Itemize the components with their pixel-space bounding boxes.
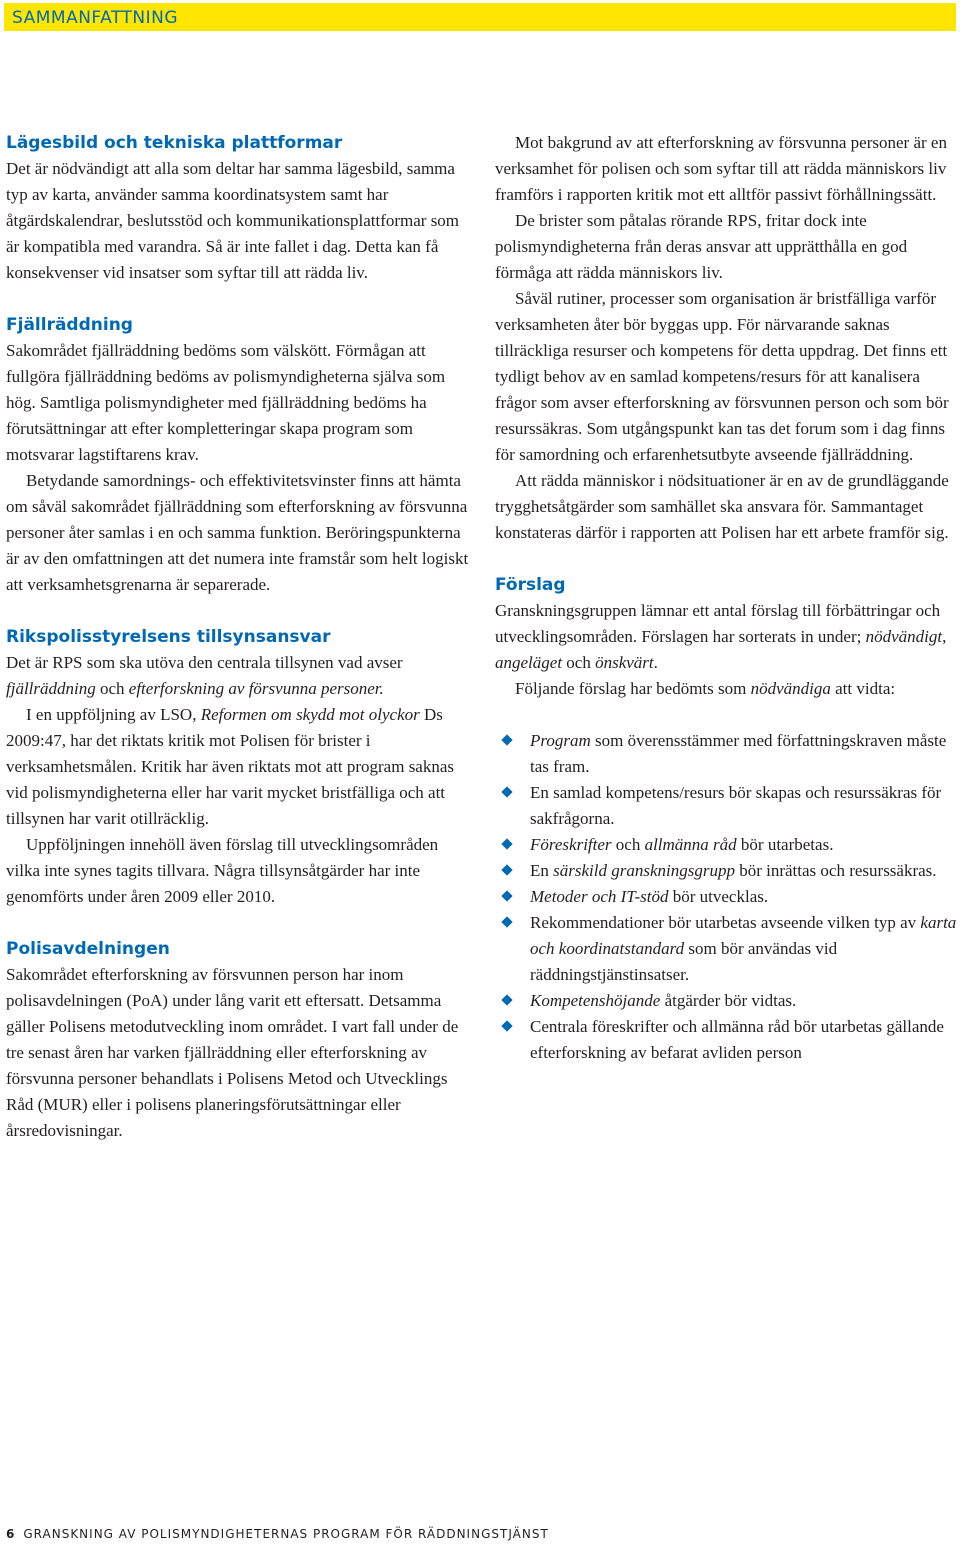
emphasis: karta och koordinatstandard: [530, 913, 957, 958]
emphasis: allmänna råd: [644, 835, 737, 854]
text-span: Det är RPS som ska utöva den centrala tillsynen vad avser: [6, 653, 403, 672]
emphasis: efterforskning av försvunna personer.: [128, 679, 384, 698]
emphasis: angeläget: [495, 653, 563, 672]
list-item: [495, 832, 957, 858]
text-span: bör utvecklas.: [668, 887, 769, 906]
diamond-bullet-icon: [501, 838, 512, 849]
diamond-bullet-icon: [501, 916, 512, 927]
text-span: En samlad kompetens/resurs bör skapas och resurssäkras för sakfrågorna.: [530, 783, 942, 828]
paragraph-right-3: Såväl rutiner, processer som organisation är bristfälliga varför verksamheten åter bör byggas upp. För närvarande saknas tillräckliga resurser och kompetens för detta uppdrag. Det finns ett tydligt behov av en samlad kompetens/resurs för att kanalisera frågor som avser efterforskning av försvunnen person och som bör resurssäkras. Som utgångspunkt kan tas det forum som i dag finns för samordning och erfarenhetsutbyte avseende fjällräddning.: [495, 289, 949, 464]
text-span: som överensstämmer med författningskraven måste tas fram.: [530, 731, 947, 776]
text-span: Granskningsgruppen lämnar ett antal förslag till förbättringar och utvecklingsområden. Förslagen har sorterats in under;: [495, 601, 941, 646]
paragraph-forslag-2: [495, 676, 957, 702]
emphasis: Metoder och IT-stöd: [530, 887, 669, 906]
emphasis: nödvändigt: [865, 627, 943, 646]
text-span: Ds 2009:47, har det riktats kritik mot Polisen för brister i verksamhetsmålen. Kritik har även riktats mot att program saknas vid polismyndigheterna eller har varit mycket bristfälliga och att tillsynen har varit otillräcklig.: [6, 705, 455, 828]
diamond-bullet-icon: [501, 786, 512, 797]
text-span: En: [530, 861, 554, 880]
paragraph-lagesbild: Det är nödvändigt att alla som deltar har samma lägesbild, samma typ av karta, använder samma koordinatsystem samt har åtgärdskalendrar, beslutsstöd och kommunikationsplattformar som är kompatibla med varandra. Så är inte fallet i dag. Detta kan få konsekvenser vid insatser som syftar till att rädda liv.: [6, 159, 460, 282]
text-span: åtgärder bör vidtas.: [660, 991, 797, 1010]
emphasis: Program: [530, 731, 591, 750]
footer-text: GRANSKNING AV POLISMYNDIGHETERNAS PROGRAM FÖR RÄDDNINGSTJÄNST: [23, 1527, 549, 1541]
paragraph-polisavdelningen: Sakområdet efterforskning av försvunnen person har inom polisavdelningen (PoA) under lång varit ett eftersatt. Detsamma gäller Polisens metodutveckling inom området. I vart fall under de tre senast åren har varken fjällräddning eller efterforskning av försvunna personer behandlats i Polisens Metod och Utvecklings Råd (MUR) eller i polisens planeringsförutsättningar eller årsredovisningar.: [6, 965, 459, 1140]
text-span: Centrala föreskrifter och allmänna råd bör utarbetas gällande efterforskning av befarat avliden person: [530, 1017, 944, 1062]
text-span: .: [653, 653, 658, 672]
text-span: Följande förslag har bedömts som: [515, 679, 751, 698]
paragraph-tillsynsansvar-3: Uppföljningen innehöll även förslag till utvecklingsområden vilka inte synes tagits tillvara. Några tillsynsåtgärder har inte genomförts under åren 2009 eller 2010.: [6, 835, 439, 906]
diamond-bullet-icon: [501, 890, 512, 901]
emphasis: nödvändiga: [750, 679, 831, 698]
text-span: I en uppföljning av LSO,: [26, 705, 201, 724]
text-span: att vidta:: [830, 679, 896, 698]
left-column: [6, 130, 470, 1144]
list-item: [495, 988, 957, 1014]
list-item: [495, 1014, 957, 1066]
diamond-bullet-icon: [501, 1020, 512, 1031]
paragraph-fjallraddning-1: Sakområdet fjällräddning bedöms som välskött. Förmågan att fullgöra fjällräddning bedöms av polismyndigheterna själva som hög. Samtliga polismyndigheter med fjällräddning bedöms ha förutsättningar att efter kompletteringar skapa program som motsvarar lagstiftarens krav.: [6, 341, 446, 464]
diamond-bullet-icon: [501, 734, 512, 745]
paragraph-fjallraddning-2: Betydande samordnings- och effektivitetsvinster finns att hämta om såväl sakområdet fjällräddning som efterforskning av försvunna personer åter samlas i en och samma funktion. Beröringspunkterna är av den omfattningen att det numera inte framstår som helt logiskt att verksamhetsgrenarna är separerade.: [6, 471, 469, 594]
list-item: [495, 858, 957, 884]
paragraph-forslag-1: [495, 598, 957, 676]
list-item: [495, 780, 957, 832]
text-span: och: [562, 653, 596, 672]
text-span: och: [611, 835, 645, 854]
diamond-bullet-icon: [501, 994, 512, 1005]
proposal-list: [495, 728, 957, 1066]
heading-fjallraddning: Fjällräddning: [6, 315, 133, 335]
emphasis: fjällräddning: [6, 679, 96, 698]
text-span: som bör användas vid räddningstjänstinsatser.: [530, 939, 838, 984]
paragraph-tillsynsansvar-2: [6, 702, 470, 832]
heading-lagesbild: Lägesbild och tekniska plattformar: [6, 133, 343, 153]
list-item: [495, 728, 957, 780]
list-item: [495, 910, 957, 988]
text-span: bör inrättas och resurssäkras.: [734, 861, 937, 880]
page-number: 6: [6, 1527, 16, 1541]
heading-forslag: Förslag: [495, 575, 566, 595]
paragraph-right-1: Mot bakgrund av att efterforskning av försvunna personer är en verksamhet för polisen och som syftar till att rädda människors liv framförs i rapporten kritik mot ett alltför passivt förhållningssätt.: [495, 133, 947, 204]
emphasis: Reformen om skydd mot olyckor: [200, 705, 420, 724]
text-span: ,: [942, 627, 947, 646]
text-span: bör utarbetas.: [736, 835, 834, 854]
text-span: Rekommendationer bör utarbetas avseende vilken typ av: [530, 913, 921, 932]
page-footer: [6, 1527, 549, 1541]
heading-tillsynsansvar: Rikspolisstyrelsens tillsynsansvar: [6, 627, 331, 647]
emphasis: Kompetenshöjande: [530, 991, 661, 1010]
list-item: [495, 884, 957, 910]
emphasis: Föreskrifter: [530, 835, 612, 854]
text-span: och: [95, 679, 129, 698]
paragraph-right-4: Att rädda människor i nödsituationer är en av de grundläggande trygghetsåtgärder som samhället ska ansvara för. Sammantaget konstateras därför i rapporten att Polisen har ett arbete framför sig.: [495, 471, 949, 542]
header-banner: [4, 3, 956, 31]
section-title: SAMMANFATTNING: [12, 8, 179, 28]
heading-polisavdelningen: Polisavdelningen: [6, 939, 170, 959]
emphasis: önskvärt: [595, 653, 654, 672]
emphasis: särskild granskningsgrupp: [553, 861, 735, 880]
paragraph-right-2: De brister som påtalas rörande RPS, fritar dock inte polismyndigheterna från deras ansvar att upprätthålla en god förmåga att rädda människors liv.: [495, 211, 908, 282]
paragraph-tillsynsansvar-1: [6, 650, 470, 702]
diamond-bullet-icon: [501, 864, 512, 875]
right-column: [495, 130, 957, 1066]
